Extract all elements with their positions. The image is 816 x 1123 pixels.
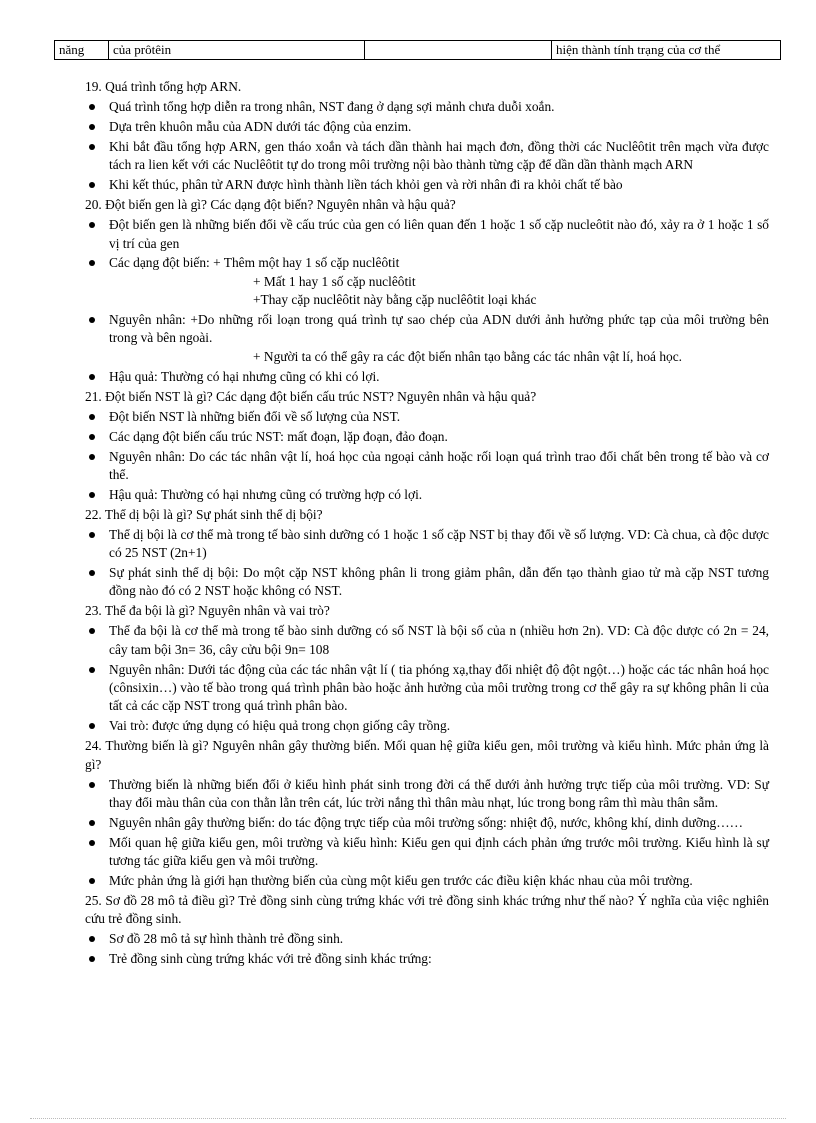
bullet-item (85, 661, 769, 716)
bullet-dot-icon (89, 317, 95, 323)
bullet-item (85, 176, 769, 194)
bullet-dot-icon (89, 723, 95, 729)
bullet-dot-icon (89, 667, 95, 673)
bullet-item (85, 834, 769, 871)
bullet-dot-icon (89, 492, 95, 498)
bullet-dot-icon (89, 878, 95, 884)
bullet-item (85, 564, 769, 601)
bullet-dot-icon (89, 840, 95, 846)
bullet-text: Đột biến NST là những biến đổi về số lượng của NST. (109, 408, 401, 424)
question-heading: 23. Thể đa bội là gì? Nguyên nhân và vai trò? (85, 603, 330, 619)
question-heading: 22. Thể dị bội là gì? Sự phát sinh thể dị bội? (85, 506, 323, 522)
bullet-item (85, 814, 769, 832)
bullet-item (85, 950, 769, 968)
table-row (55, 41, 781, 60)
bullet-dot-icon (89, 260, 95, 266)
bullet-text: Thể đa bội là cơ thể mà trong tế bào sinh dưỡng có số NST là bội số của n (nhiều hơn 2n). VD: Cà độc dược có 2n = 24, cây tam bội 3n= 36, cây cửu bội 9n= 108 (109, 623, 769, 657)
bullet-dot-icon (89, 628, 95, 634)
bullet-item (85, 254, 769, 309)
bullet-dot-icon (89, 434, 95, 440)
bullet-text: Hậu quả: Thường có hại nhưng cũng có khi có lợi. (109, 368, 380, 384)
bullet-item (85, 98, 769, 116)
bullet-text: Quá trình tổng hợp diễn ra trong nhân, NST đang ở dạng sợi mảnh chưa duỗi xoắn. (109, 98, 555, 114)
bullet-dot-icon (89, 532, 95, 538)
bullet-dot-icon (89, 144, 95, 150)
bullet-text: Khi kết thúc, phân tử ARN được hình thành liền tách khỏi gen và rời nhân đi ra khỏi chất tế bào (109, 177, 623, 193)
bullet-dot-icon (89, 956, 95, 962)
question-heading: 25. Sơ đồ 28 mô tả điều gì? Trẻ đồng sinh cùng trứng khác với trẻ đồng sinh khác trứng như thế nào? Ý nghĩa của việc nghiên cứu trẻ đồng sinh. (85, 893, 769, 927)
bullet-item (85, 408, 769, 426)
bullet-item (85, 930, 769, 948)
bullet-item (85, 311, 769, 366)
bullet-text: Sơ đồ 28 mô tả sự hình thành trẻ đồng sinh. (109, 931, 344, 947)
bullet-text: Khi bắt đầu tổng hợp ARN, gen tháo xoắn và tách dần thành hai mạch đơn, đồng thời các Nuclêôtit trên mạch vừa được tách ra lien kết với các Nuclêôtit tự do trong môi trường nội bào thành từng cặp để dần dần thành mạch ARN (109, 138, 769, 173)
question-heading: 20. Đột biến gen là gì? Các dạng đột biến? Nguyên nhân và hậu quả? (85, 197, 456, 213)
bullet-text: Các dạng đột biến cấu trúc NST: mất đoạn, lặp đoạn, đảo đoạn. (109, 428, 448, 444)
bullet-dot-icon (89, 124, 95, 130)
bullet-text-line: +Thay cặp nuclêôtit này bằng cặp nuclêôtit loại khác (253, 292, 537, 308)
bullet-text: Nguyên nhân: Do các tác nhân vật lí, hoá học của ngoại cảnh hoặc rối loạn quá trình trao đổi chất bên trong tế bào và cơ thể. (109, 448, 769, 482)
bullet-dot-icon (89, 782, 95, 788)
bullet-dot-icon (89, 104, 95, 110)
bullet-item (85, 138, 769, 175)
bullet-item (85, 622, 769, 659)
continuation-table (54, 40, 781, 60)
question-heading: 19. Quá trình tổng hợp ARN. (85, 79, 242, 94)
bullet-text: Sự phát sinh thể dị bội: Do một cặp NST không phân li trong giảm phân, dẫn đến tạo thành giao tử mà cặp NST tương đồng nào đó có 2 NST hoặc không có NST. (109, 565, 769, 599)
bullet-text: Thường biến là những biến đổi ở kiểu hình phát sinh trong đời cá thể dưới ảnh hưởng trực tiếp của môi trường. VD: Sự thay đổi màu thân của con thằn lằn trên cát, lúc trời nắng thì thân màu nhạt, lúc trong bong râm thì màu thân sẫm. (109, 776, 769, 810)
bullet-item (85, 216, 769, 253)
bullet-text-line: + Người ta có thể gây ra các đột biến nhân tạo bằng các tác nhân vật lí, hoá học. (253, 348, 683, 364)
table-cell: hiện thành tính trạng của cơ thể (552, 41, 781, 60)
bullet-text: Mức phản ứng là giới hạn thường biến của cùng một kiểu gen trước các điều kiện khác nhau của môi trường. (109, 873, 693, 889)
bullet-dot-icon (89, 936, 95, 942)
page-bottom-rule (30, 1118, 786, 1119)
bullet-text: Mối quan hệ giữa kiểu gen, môi trường và kiểu hình: Kiểu gen qui định cách phản ứng trước môi trường. Kiểu hình là sự tương tác giữa kiểu gen và môi trường. (109, 834, 769, 869)
bullet-text-line: Nguyên nhân: +Do những rối loạn trong quá trình tự sao chép của ADN dưới ảnh hưởng phức tạp của môi trường bên trong và bên ngoài. (109, 312, 769, 346)
bullet-item (85, 872, 769, 890)
bullet-item (85, 428, 769, 446)
bullet-dot-icon (89, 820, 95, 826)
table-cell: năng (55, 41, 109, 60)
bullet-item (85, 118, 769, 136)
bullet-dot-icon (89, 374, 95, 380)
bullet-item (85, 368, 769, 386)
bullet-dot-icon (89, 454, 95, 460)
bullet-dot-icon (89, 222, 95, 228)
bullet-item (85, 776, 769, 813)
question-heading: 21. Đột biến NST là gì? Các dạng đột biến cấu trúc NST? Nguyên nhân và hậu quả? (85, 388, 537, 404)
document-body (85, 78, 769, 970)
bullet-text-line: + Mất 1 hay 1 số cặp nuclêôtit (253, 273, 416, 289)
bullet-item (85, 526, 769, 563)
bullet-text: Thể dị bội là cơ thể mà trong tế bào sinh dưỡng có 1 hoặc 1 số cặp NST bị thay đổi về số lượng. VD: Cà chua, cà độc dược có 25 NST (2n+1) (109, 526, 769, 561)
table-cell (365, 41, 552, 60)
bullet-dot-icon (89, 570, 95, 576)
bullet-text-line: Các dạng đột biến: + Thêm một hay 1 số cặp nuclêôtit (109, 255, 400, 271)
bullet-text: Nguyên nhân gây thường biến: do tác động trực tiếp của môi trường sống: nhiệt độ, nước, không khí, dinh dưỡng…… (109, 814, 743, 830)
bullet-text: Nguyên nhân: Dưới tác động của các tác nhân vật lí ( tia phóng xạ,thay đổi nhiệt độ đột ngột…) hoặc các tác nhân hoá học (cônsixin…) vào tế bào trong quá trình phân bào hoặc ảnh hưởng của môi trường trong cơ thể gây ra sự không phân li của tất cả các cặp NST trong quá trình phân bào. (109, 661, 769, 714)
bullet-item (85, 486, 769, 504)
table-cell: của prôtêin (109, 41, 365, 60)
question-heading: 24. Thường biến là gì? Nguyên nhân gây thường biến. Mối quan hệ giữa kiểu gen, môi trường và kiểu hình. Mức phản ứng là gì? (85, 738, 769, 772)
bullet-dot-icon (89, 182, 95, 188)
bullet-text: Trẻ đồng sinh cùng trứng khác với trẻ đồng sinh khác trứng: (109, 951, 432, 967)
bullet-item (85, 717, 769, 735)
bullet-text: Vai trò: được ứng dụng có hiệu quả trong chọn giống cây trồng. (109, 718, 451, 734)
bullet-item (85, 448, 769, 485)
bullet-dot-icon (89, 414, 95, 420)
bullet-text: Hậu quả: Thường có hại nhưng cũng có trường hợp có lợi. (109, 486, 423, 502)
bullet-text: Đột biến gen là những biến đổi về cấu trúc của gen có liên quan đến 1 hoặc 1 số cặp nucleôtit nào đó, xảy ra ở 1 hoặc 1 số vị trí của gen (109, 217, 769, 251)
bullet-text: Dựa trên khuôn mẫu của ADN dưới tác động của enzim. (109, 118, 412, 134)
